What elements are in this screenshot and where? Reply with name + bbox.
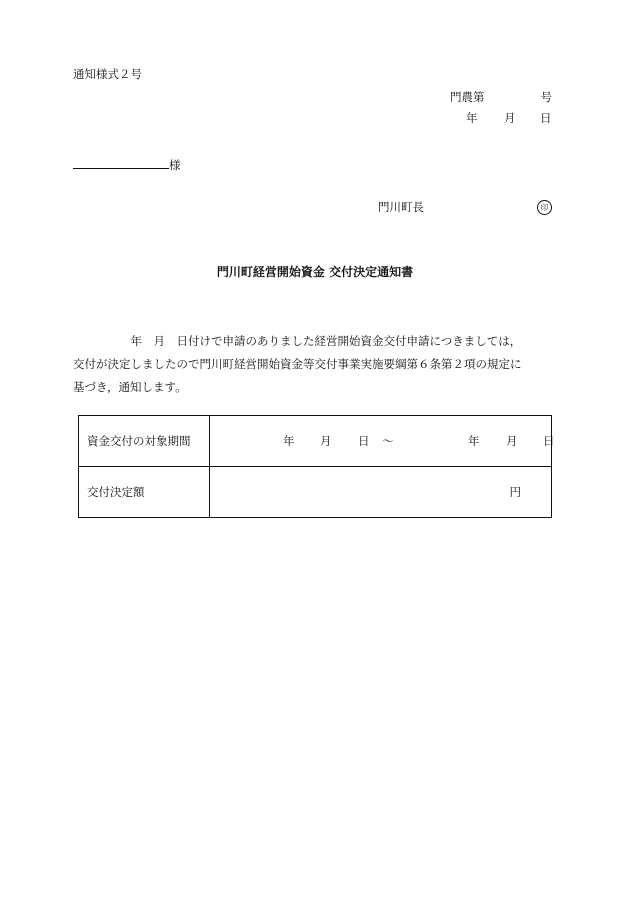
table-row: [79, 467, 552, 518]
recipient: [73, 158, 181, 172]
period-label: 資金交付の対象期間: [79, 416, 210, 467]
form-number: 通知様式２号: [73, 67, 142, 81]
amount-label: 交付決定額: [79, 467, 210, 518]
recipient-blank-line: [73, 158, 169, 169]
seal-mark: 印: [537, 200, 552, 215]
body-line: 年 月 日付けで申請のありました経営開始資金交付申請につきましては，: [73, 334, 522, 348]
period-to-year: 年: [468, 434, 480, 448]
issuer-name: 門川町長: [378, 200, 424, 214]
body-line: 交付が決定しましたので門川町経営開始資金等交付事業実施要綱第６条第２項の規定に: [73, 357, 522, 371]
document-title: 門川町経営開始資金 交付決定通知書: [216, 265, 414, 279]
info-table: [78, 415, 555, 518]
body-text: [73, 330, 563, 399]
date-day: 日: [540, 111, 552, 125]
period-from-month: 月: [320, 434, 332, 448]
document-number-label: 門農第: [450, 90, 485, 104]
period-from-year: 年: [283, 434, 295, 448]
period-separator: ～: [382, 434, 394, 448]
document-number-suffix: 号: [540, 90, 552, 104]
body-line: 基づき，通知します。: [73, 380, 187, 394]
period-from-day: 日: [358, 434, 370, 448]
period-value: [210, 416, 555, 467]
date-year: 年: [466, 111, 478, 125]
period-to-day: 日: [543, 434, 555, 448]
period-to-month: 月: [506, 434, 518, 448]
amount-unit: 円: [210, 467, 552, 518]
date-month: 月: [504, 111, 516, 125]
table-row: [79, 416, 552, 467]
recipient-honorific: 様: [169, 158, 181, 172]
